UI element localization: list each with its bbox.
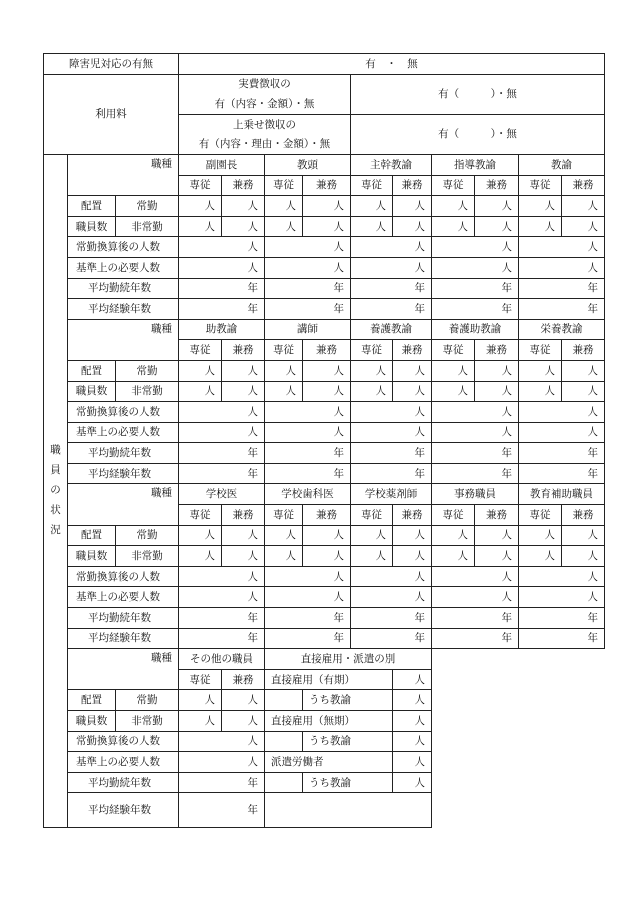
unit-year: 年 [265, 278, 351, 299]
regular-label: 常勤 [116, 360, 179, 381]
placement-label: 配置 [68, 690, 116, 711]
table-row [44, 546, 605, 567]
indent-spacer [265, 731, 303, 752]
unit-person: 人 [179, 566, 265, 587]
unit-person: 人 [393, 731, 432, 752]
unit-person: 人 [179, 360, 222, 381]
fulltime-header: 専従 [179, 505, 222, 526]
unit-person: 人 [179, 257, 265, 278]
unit-person: 人 [179, 731, 265, 752]
unit-person: 人 [432, 525, 475, 546]
unit-person: 人 [179, 587, 265, 608]
unit-person: 人 [179, 422, 265, 443]
table-row [44, 216, 605, 237]
staff-table [43, 53, 605, 828]
unit-person: 人 [475, 381, 519, 402]
unit-person: 人 [265, 422, 351, 443]
unit-year: 年 [179, 608, 265, 629]
staff-count-label: 職員数 [68, 381, 116, 402]
job-title: 助教諭 [179, 319, 265, 340]
blank-area [432, 649, 605, 828]
unit-year: 年 [265, 463, 351, 484]
job-title: 学校医 [179, 484, 265, 505]
unit-person: 人 [519, 546, 562, 567]
unit-year: 年 [265, 443, 351, 464]
unit-person: 人 [351, 422, 432, 443]
staff-section-text: 職員の状況 [50, 444, 61, 537]
table-row [44, 463, 605, 484]
unit-person: 人 [519, 360, 562, 381]
concurrent-header: 兼務 [393, 505, 432, 526]
table-row [44, 319, 605, 340]
unit-year: 年 [432, 608, 519, 629]
job-title: 養護助教諭 [432, 319, 519, 340]
table-row [44, 154, 605, 175]
avg-experience-label: 平均経験年数 [68, 628, 179, 649]
unit-person: 人 [222, 360, 265, 381]
regular-label: 常勤 [116, 196, 179, 217]
table-row [44, 525, 605, 546]
unit-person: 人 [265, 216, 303, 237]
unit-person: 人 [562, 525, 605, 546]
unit-person: 人 [432, 360, 475, 381]
unit-person: 人 [303, 360, 351, 381]
unit-person: 人 [432, 216, 475, 237]
unit-person: 人 [475, 196, 519, 217]
fulltime-header: 専従 [519, 505, 562, 526]
unit-person: 人 [519, 587, 605, 608]
unit-year: 年 [519, 463, 605, 484]
unit-person: 人 [222, 216, 265, 237]
blank-cell [265, 793, 432, 828]
actual-cost-line1: 実費徴収の [179, 74, 351, 94]
unit-year: 年 [519, 608, 605, 629]
unit-person: 人 [519, 402, 605, 423]
concurrent-header: 兼務 [475, 340, 519, 361]
fulltime-header: 専従 [432, 175, 475, 196]
avg-experience-label: 平均経験年数 [68, 463, 179, 484]
other-staff-title: その他の職員 [179, 649, 265, 670]
fte-label: 常勤換算後の人数 [68, 566, 179, 587]
unit-person: 人 [519, 237, 605, 258]
part-time-label: 非常勤 [116, 216, 179, 237]
concurrent-header: 兼務 [562, 340, 605, 361]
unit-person: 人 [475, 546, 519, 567]
unit-person: 人 [222, 711, 265, 732]
unit-year: 年 [351, 299, 432, 320]
unit-year: 年 [351, 608, 432, 629]
concurrent-header: 兼務 [393, 340, 432, 361]
unit-person: 人 [351, 525, 393, 546]
unit-person: 人 [432, 546, 475, 567]
unit-year: 年 [265, 608, 351, 629]
unit-person: 人 [303, 546, 351, 567]
unit-year: 年 [432, 278, 519, 299]
concurrent-header: 兼務 [303, 340, 351, 361]
job-type-label: 職種 [68, 154, 179, 195]
unit-person: 人 [179, 525, 222, 546]
unit-person: 人 [303, 525, 351, 546]
avg-tenure-label: 平均勤続年数 [68, 278, 179, 299]
avg-experience-label: 平均経験年数 [68, 793, 179, 828]
placement-label: 配置 [68, 196, 116, 217]
unit-year: 年 [351, 628, 432, 649]
unit-person: 人 [562, 196, 605, 217]
unit-person: 人 [179, 402, 265, 423]
unit-person: 人 [562, 216, 605, 237]
avg-tenure-label: 平均勤続年数 [68, 772, 179, 793]
unit-person: 人 [265, 587, 351, 608]
job-type-label: 職種 [68, 319, 179, 360]
job-title: 副園長 [179, 154, 265, 175]
unit-person: 人 [432, 566, 519, 587]
actual-cost-value: 有（ ）・無 [351, 74, 605, 114]
concurrent-header: 兼務 [222, 669, 265, 690]
table-row [44, 278, 605, 299]
unit-person: 人 [393, 669, 432, 690]
required-label: 基準上の必要人数 [68, 422, 179, 443]
fulltime-header: 専従 [265, 175, 303, 196]
unit-person: 人 [393, 690, 432, 711]
concurrent-header: 兼務 [222, 505, 265, 526]
concurrent-header: 兼務 [475, 505, 519, 526]
part-time-label: 非常勤 [116, 546, 179, 567]
fulltime-header: 専従 [351, 340, 393, 361]
fte-label: 常勤換算後の人数 [68, 237, 179, 258]
avg-experience-label: 平均経験年数 [68, 299, 179, 320]
staff-section-label [44, 154, 68, 827]
unit-person: 人 [432, 196, 475, 217]
unit-year: 年 [179, 443, 265, 464]
concurrent-header: 兼務 [562, 175, 605, 196]
table-row [44, 257, 605, 278]
required-label: 基準上の必要人数 [68, 257, 179, 278]
unit-person: 人 [265, 402, 351, 423]
surcharge-line1: 上乗せ徴収の [179, 114, 351, 134]
fte-label: 常勤換算後の人数 [68, 731, 179, 752]
unit-person: 人 [179, 752, 265, 773]
unit-person: 人 [351, 566, 432, 587]
unit-person: 人 [519, 525, 562, 546]
fulltime-header: 専従 [432, 340, 475, 361]
unit-person: 人 [179, 237, 265, 258]
fulltime-header: 専従 [179, 340, 222, 361]
fulltime-header: 専従 [179, 175, 222, 196]
concurrent-header: 兼務 [303, 175, 351, 196]
avg-tenure-label: 平均勤続年数 [68, 608, 179, 629]
table-row [44, 237, 605, 258]
unit-person: 人 [179, 216, 222, 237]
unit-person: 人 [432, 587, 519, 608]
unit-year: 年 [179, 278, 265, 299]
table-row [44, 443, 605, 464]
staff-count-label: 職員数 [68, 216, 116, 237]
fulltime-header: 専従 [432, 505, 475, 526]
table-row [44, 649, 605, 670]
unit-person: 人 [222, 381, 265, 402]
unit-person: 人 [351, 360, 393, 381]
unit-person: 人 [562, 546, 605, 567]
surcharge-value: 有（ ）・無 [351, 114, 605, 154]
unit-person: 人 [351, 196, 393, 217]
unit-person: 人 [222, 546, 265, 567]
unit-person: 人 [179, 546, 222, 567]
unit-person: 人 [393, 360, 432, 381]
table-row [44, 628, 605, 649]
concurrent-header: 兼務 [393, 175, 432, 196]
actual-cost-line2: 有（内容・金額）・無 [179, 94, 351, 114]
staff-count-label: 職員数 [68, 546, 116, 567]
fee-label: 利用料 [44, 74, 179, 154]
unit-year: 年 [179, 299, 265, 320]
unit-year: 年 [179, 628, 265, 649]
disability-value: 有 ・ 無 [179, 54, 605, 75]
placement-label: 配置 [68, 360, 116, 381]
table-row [44, 402, 605, 423]
unit-year: 年 [265, 628, 351, 649]
unit-person: 人 [432, 257, 519, 278]
concurrent-header: 兼務 [222, 175, 265, 196]
unit-person: 人 [393, 525, 432, 546]
fulltime-header: 専従 [351, 175, 393, 196]
unit-person: 人 [393, 711, 432, 732]
unit-person: 人 [303, 196, 351, 217]
unit-year: 年 [351, 278, 432, 299]
job-title: 栄養教諭 [519, 319, 605, 340]
job-title: 教諭 [519, 154, 605, 175]
part-time-label: 非常勤 [116, 381, 179, 402]
concurrent-header: 兼務 [475, 175, 519, 196]
unit-person: 人 [222, 690, 265, 711]
indent-spacer [265, 690, 303, 711]
unit-person: 人 [179, 690, 222, 711]
unit-person: 人 [432, 402, 519, 423]
unit-person: 人 [432, 422, 519, 443]
unit-person: 人 [179, 711, 222, 732]
job-type-label: 職種 [68, 649, 179, 690]
table-row [44, 299, 605, 320]
table-row [44, 381, 605, 402]
unit-person: 人 [222, 525, 265, 546]
unit-person: 人 [562, 360, 605, 381]
unit-person: 人 [265, 525, 303, 546]
unit-person: 人 [519, 566, 605, 587]
unit-person: 人 [432, 381, 475, 402]
fulltime-header: 専従 [519, 175, 562, 196]
unit-year: 年 [519, 628, 605, 649]
direct-unfixed-label: 直接雇用（無期） [265, 711, 393, 732]
unit-person: 人 [351, 257, 432, 278]
unit-year: 年 [432, 463, 519, 484]
table-row [44, 196, 605, 217]
table-row [44, 360, 605, 381]
avg-tenure-label: 平均勤続年数 [68, 443, 179, 464]
unit-person: 人 [351, 587, 432, 608]
unit-year: 年 [179, 463, 265, 484]
unit-person: 人 [393, 752, 432, 773]
unit-year: 年 [179, 772, 265, 793]
unit-person: 人 [351, 381, 393, 402]
unit-year: 年 [519, 443, 605, 464]
table-row [44, 566, 605, 587]
unit-year: 年 [351, 463, 432, 484]
staff-count-label: 職員数 [68, 711, 116, 732]
unit-person: 人 [475, 360, 519, 381]
fulltime-header: 専従 [179, 669, 222, 690]
job-title: 学校薬剤師 [351, 484, 432, 505]
fte-label: 常勤換算後の人数 [68, 402, 179, 423]
of-which-teachers-label: うち教諭 [303, 772, 393, 793]
unit-person: 人 [265, 566, 351, 587]
unit-person: 人 [393, 772, 432, 793]
unit-person: 人 [303, 216, 351, 237]
unit-person: 人 [179, 196, 222, 217]
unit-person: 人 [351, 402, 432, 423]
unit-person: 人 [393, 546, 432, 567]
job-title: 事務職員 [432, 484, 519, 505]
unit-person: 人 [265, 237, 351, 258]
unit-person: 人 [475, 216, 519, 237]
table-row [44, 608, 605, 629]
unit-person: 人 [265, 381, 303, 402]
concurrent-header: 兼務 [562, 505, 605, 526]
regular-label: 常勤 [116, 690, 179, 711]
job-title: 教育補助職員 [519, 484, 605, 505]
unit-person: 人 [351, 237, 432, 258]
job-title: 指導教諭 [432, 154, 519, 175]
unit-person: 人 [351, 216, 393, 237]
job-title: 教頭 [265, 154, 351, 175]
unit-person: 人 [393, 196, 432, 217]
table-row [44, 587, 605, 608]
of-which-teachers-label: うち教諭 [303, 731, 393, 752]
unit-person: 人 [519, 422, 605, 443]
required-label: 基準上の必要人数 [68, 752, 179, 773]
unit-person: 人 [475, 525, 519, 546]
required-label: 基準上の必要人数 [68, 587, 179, 608]
surcharge-line2: 有（内容・理由・金額）・無 [179, 134, 351, 154]
job-type-label: 職種 [68, 484, 179, 525]
concurrent-header: 兼務 [303, 505, 351, 526]
disability-label: 障害児対応の有無 [44, 54, 179, 75]
direct-fixed-label: 直接雇用（有期） [265, 669, 393, 690]
indent-spacer [265, 772, 303, 793]
concurrent-header: 兼務 [222, 340, 265, 361]
unit-person: 人 [562, 381, 605, 402]
unit-year: 年 [519, 299, 605, 320]
table-row [44, 484, 605, 505]
job-title: 主幹教諭 [351, 154, 432, 175]
unit-year: 年 [265, 299, 351, 320]
unit-person: 人 [519, 216, 562, 237]
dispatched-label: 派遣労働者 [265, 752, 393, 773]
unit-person: 人 [222, 196, 265, 217]
facility-staff-form [43, 53, 604, 828]
unit-year: 年 [432, 628, 519, 649]
unit-person: 人 [393, 381, 432, 402]
unit-person: 人 [519, 196, 562, 217]
unit-person: 人 [265, 257, 351, 278]
unit-year: 年 [432, 443, 519, 464]
unit-year: 年 [179, 793, 265, 828]
fulltime-header: 専従 [265, 340, 303, 361]
of-which-teachers-label: うち教諭 [303, 690, 393, 711]
regular-label: 常勤 [116, 525, 179, 546]
unit-person: 人 [265, 196, 303, 217]
fulltime-header: 専従 [519, 340, 562, 361]
unit-person: 人 [265, 546, 303, 567]
employment-type-header: 直接雇用・派遣の別 [265, 649, 432, 670]
unit-person: 人 [303, 381, 351, 402]
job-title: 講師 [265, 319, 351, 340]
part-time-label: 非常勤 [116, 711, 179, 732]
unit-year: 年 [432, 299, 519, 320]
table-row [44, 422, 605, 443]
unit-person: 人 [265, 360, 303, 381]
job-title: 養護教諭 [351, 319, 432, 340]
unit-person: 人 [432, 237, 519, 258]
unit-person: 人 [519, 381, 562, 402]
placement-label: 配置 [68, 525, 116, 546]
unit-person: 人 [179, 381, 222, 402]
unit-person: 人 [351, 546, 393, 567]
job-title: 学校歯科医 [265, 484, 351, 505]
unit-person: 人 [393, 216, 432, 237]
fulltime-header: 専従 [351, 505, 393, 526]
fulltime-header: 専従 [265, 505, 303, 526]
unit-year: 年 [351, 443, 432, 464]
unit-year: 年 [519, 278, 605, 299]
unit-person: 人 [519, 257, 605, 278]
